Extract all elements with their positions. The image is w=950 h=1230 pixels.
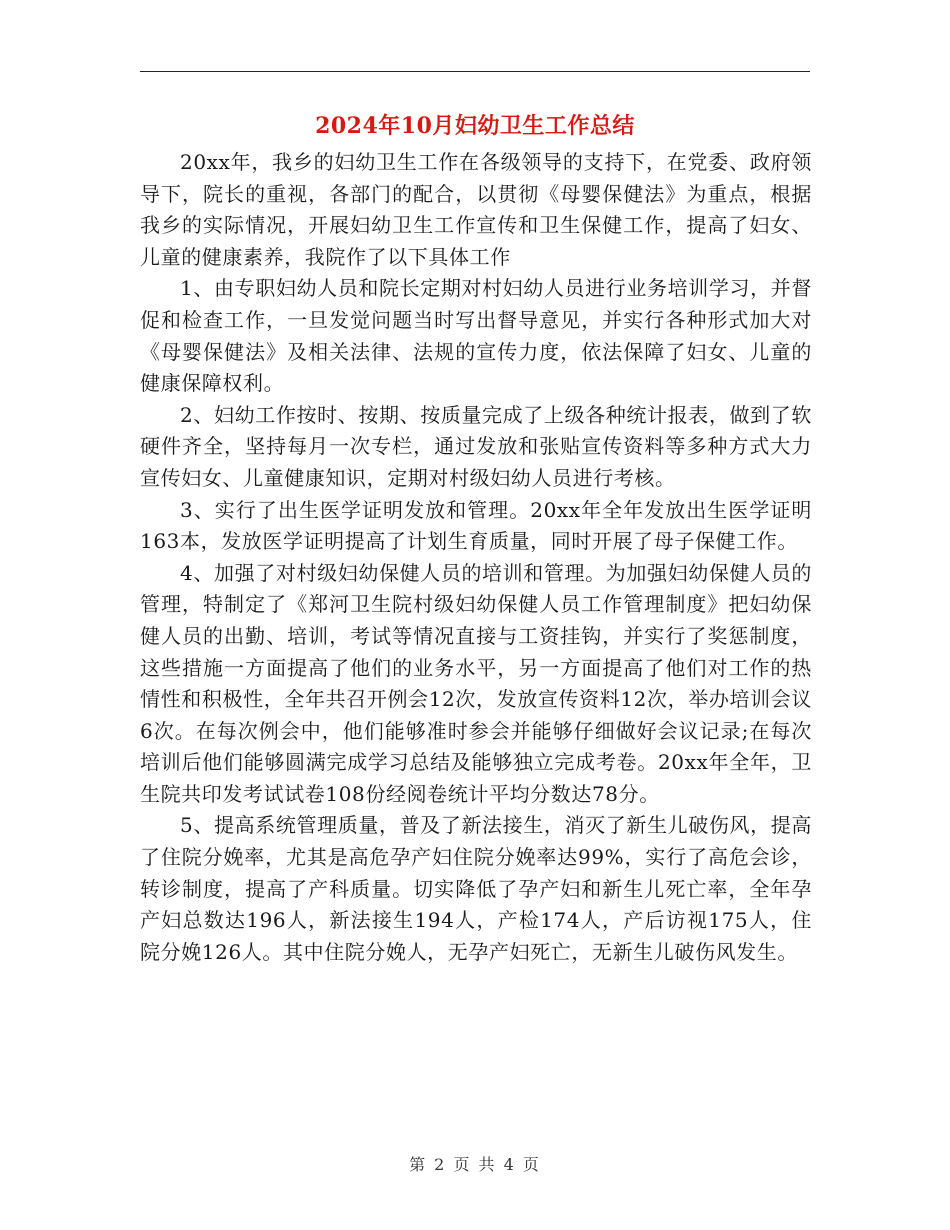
document-body	[140, 147, 812, 968]
paragraph-item-4: 4、加强了对村级妇幼保健人员的培训和管理。为加强妇幼保健人员的管理，特制定了《郑河卫生院村级妇幼保健人员工作管理制度》把妇幼保健人员的出勤、培训，考试等情况直接与工资挂钩，并实行了奖惩制度，这些措施一方面提高了他们的业务水平，另一方面提高了他们对工作的热情性和积极性，全年共召开例会12次，发放宣传资料12次，举办培训会议6次。在每次例会中，他们能够准时参会并能够仔细做好会议记录;在每次培训后他们能够圆满完成学习总结及能够独立完成考卷。20xx年全年，卫生院共印发考试试卷108份经阅卷统计平均分数达78分。	[140, 560, 812, 806]
paragraph-item-1: 1、由专职妇幼人员和院长定期对村妇幼人员进行业务培训学习，并督促和检查工作，一旦发觉问题当时写出督导意见，并实行各种形式加大对《母婴保健法》及相关法律、法规的宣传力度，依法保障了妇女、儿童的健康保障权利。	[140, 276, 812, 396]
header-rule	[140, 71, 810, 72]
paragraph-item-5: 5、提高系统管理质量，普及了新法接生，消灭了新生儿破伤风，提高了住院分娩率，尤其是高危孕产妇住院分娩率达99%，实行了高危会诊，转诊制度，提高了产科质量。切实降低了孕产妇和新生儿死亡率，全年孕产妇总数达196人，新法接生194人，产检174人，产后访视175人，住院分娩126人。其中住院分娩人，无孕产妇死亡，无新生儿破伤风发生。	[140, 813, 812, 964]
page-number-footer: 第 2 页 共 4 页	[409, 1155, 541, 1174]
paragraph-item-3: 3、实行了出生医学证明发放和管理。20xx年全年发放出生医学证明163本，发放医学证明提高了计划生育质量，同时开展了母子保健工作。	[140, 497, 812, 554]
paragraph-item-2: 2、妇幼工作按时、按期、按质量完成了上级各种统计报表，做到了软硬件齐全，坚持每月一次专栏，通过发放和张贴宣传资料等多种方式大力宣传妇女、儿童健康知识，定期对村级妇幼人员进行考核。	[140, 402, 812, 490]
paragraph-intro: 20xx年，我乡的妇幼卫生工作在各级领导的支持下，在党委、政府领导下，院长的重视，各部门的配合，以贯彻《母婴保健法》为重点，根据我乡的实际情况，开展妇幼卫生工作宣传和卫生保健工作，提高了妇女、儿童的健康素养，我院作了以下具体工作	[140, 150, 812, 269]
document-title: 2024年10月妇幼卫生工作总结	[315, 113, 635, 139]
